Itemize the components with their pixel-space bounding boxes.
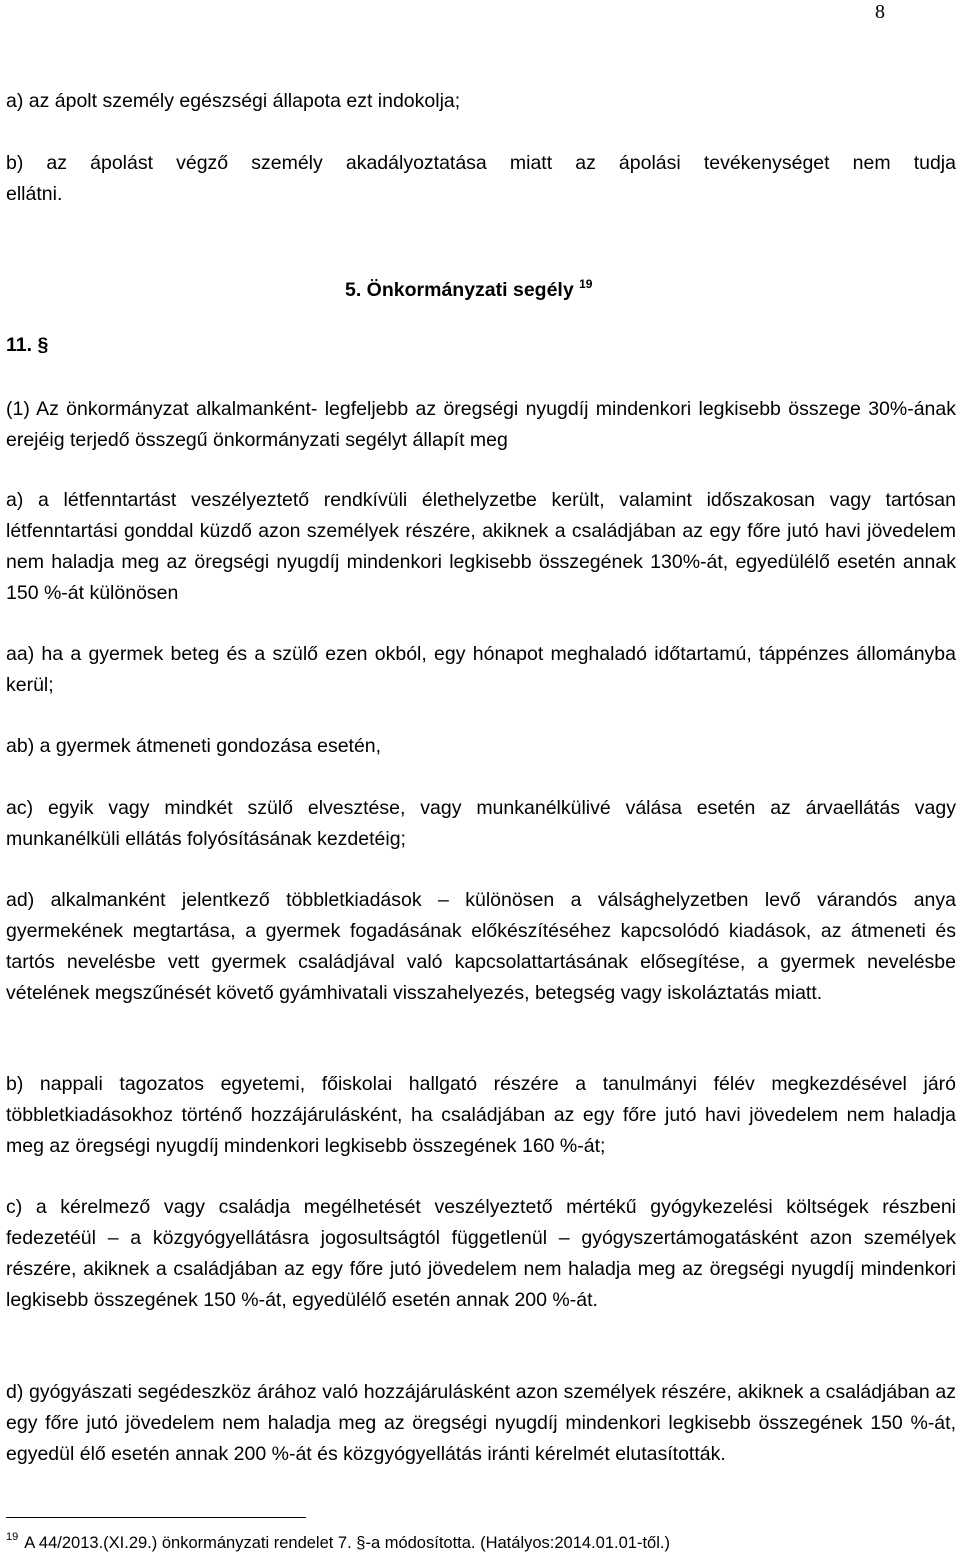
intro-item-b-line1: b) az ápolást végző személy akadályoztatása miatt az ápolási tevékenységet nem tudja: [6, 152, 956, 174]
paragraph-ac: ac) egyik vagy mindkét szülő elvesztése, vagy munkanélkülivé válása esetén az árvaellátás vagy munkanélküli ellátás folyósításának kezdetéig;: [6, 797, 956, 850]
paragraph-ad: ad) alkalmanként jelentkező többletkiadások – különösen a válsághelyzetben levő várandós anya gyermekének megtartása, a gyermek fogadásának előkészítéséhez kapcsolódó kiadások, az átmeneti és tartós nevelésbe vett gyermek családjával való kapcsolattartásának elősegítése, a gyermek nevelésbe vételének megszűnését követő gyámhivatali visszahelyezés, betegség vagy iskoláztatás miatt.: [6, 889, 956, 1004]
intro-item-a: a) az ápolt személy egészségi állapota ezt indokolja;: [6, 90, 461, 112]
paragraph-d: d) gyógyászati segédeszköz árához való hozzájárulásként azon személyek részére, akiknek a családjában az egy főre jutó jövedelem nem haladja meg az öregségi nyugdíj mindenkori legkisebb összegének 150 %-át, egyedül élő esetén annak 200 %-át és közgyógyellátás iránti kérelmét elutasították.: [6, 1381, 956, 1465]
paragraph-c: c) a kérelmező vagy családja megélhetését veszélyeztető mértékű gyógykezelési költségek részbeni fedezetéül – a közgyógyellátásra jogosultságtól függetlenül – gyógyszertámogatásként azon személyek részére, akiknek a családjában az egy főre jutó jövedelem nem haladja meg az öregségi nyugdíj mindenkori legkisebb összegének 150 %-át, egyedülélő esetén annak 200 %-át.: [6, 1196, 956, 1311]
section-title: [345, 270, 592, 304]
footnote: [6, 1522, 670, 1558]
page-number: 8: [875, 1, 885, 23]
footnote-separator: [6, 1517, 306, 1518]
footnote-number: 19: [6, 1531, 19, 1543]
article-number: 11. §: [6, 334, 49, 356]
paragraph-aa: aa) ha a gyermek beteg és a szülő ezen okból, egy hónapot meghaladó időtartamú, táppénzes állományba kerül;: [6, 643, 956, 696]
paragraph-a: a) a létfenntartást veszélyeztető rendkívüli élethelyzetbe került, valamint időszakosan vagy tartósan létfenntartási gonddal küzdő azon személyek részére, akiknek a családjában az egy főre jutó havi jövedelem nem haladja meg az öregségi nyugdíj mindenkori legkisebb összegének 130%-át, egyedülélő esetén annak 150 %-át különösen: [6, 489, 956, 604]
section-title-text: 5. Önkormányzati segély: [345, 279, 574, 301]
paragraph-b: b) nappali tagozatos egyetemi, főiskolai hallgató részére a tanulmányi félév megkezdésével járó többletkiadásokhoz történő hozzájárulásként, ha családjában az egy főre jutó havi jövedelem nem haladja meg az öregségi nyugdíj mindenkori legkisebb összegének 160 %-át;: [6, 1073, 956, 1157]
intro-item-b-line2: ellátni.: [6, 183, 63, 205]
footnote-text: A 44/2013.(XI.29.) önkormányzati rendelet 7. §-a módosította. (Hatályos:2014.01.01-től.): [24, 1534, 670, 1552]
footnote-reference: 19: [579, 277, 593, 291]
paragraph-1: (1) Az önkormányzat alkalmanként- legfeljebb az öregségi nyugdíj mindenkori legkisebb összege 30%-ának erejéig terjedő összegű önkormányzati segélyt állapít meg: [6, 398, 956, 451]
paragraph-ab: ab) a gyermek átmeneti gondozása esetén,: [6, 735, 382, 757]
